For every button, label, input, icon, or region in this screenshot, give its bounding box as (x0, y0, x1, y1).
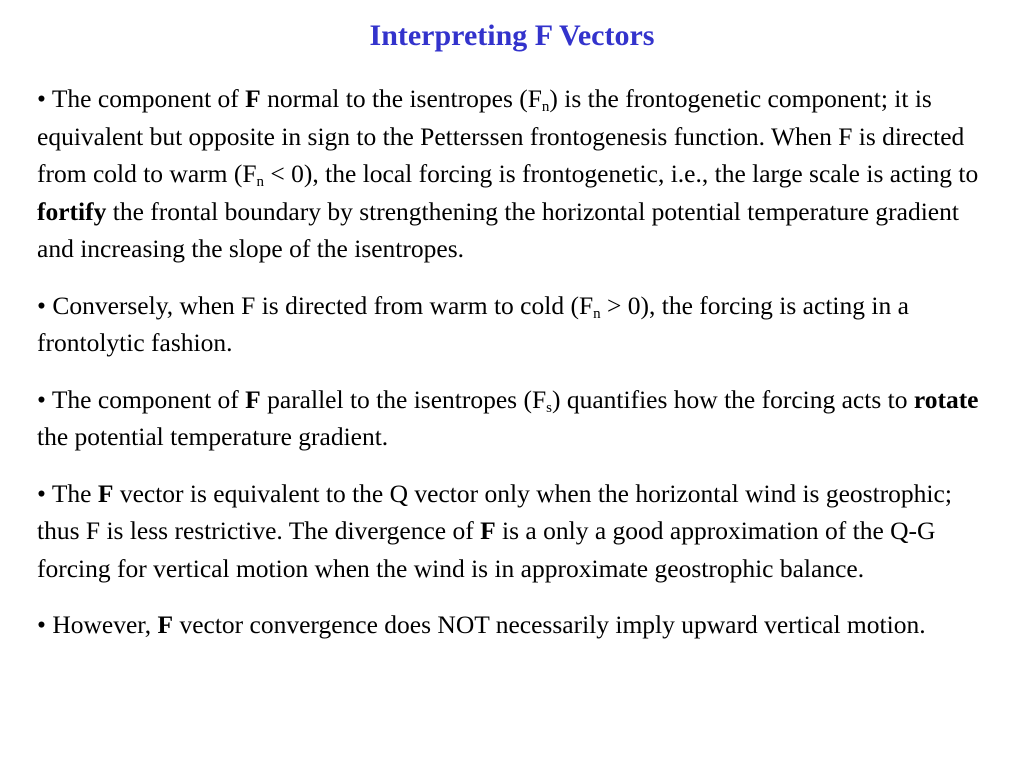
bullet-marker: • (37, 384, 46, 414)
text: the frontal boundary by strengthening the horizontal potential temperature gradient and increasing the slope of the isentropes. (37, 196, 959, 263)
text: < 0), the local forcing is frontogenetic, i.e., the large scale is acting to (264, 159, 979, 188)
text: vector convergence does NOT necessarily imply upward vertical motion. (173, 610, 926, 639)
slide-title: Interpreting F Vectors (369, 19, 655, 52)
text: The (45, 478, 98, 508)
text: parallel to the isentropes (F (260, 384, 547, 414)
bold-text: rotate (913, 384, 979, 414)
text: ) quantifies how the forcing acts to (551, 384, 914, 414)
text: However, (45, 610, 158, 639)
bullet-marker: • (37, 610, 46, 639)
text: Conversely, when F is directed from warm to cold (F (45, 290, 594, 320)
bullet-paragraph-4 (37, 475, 987, 588)
bold-text: F (245, 84, 261, 113)
text: > 0), the forcing is acting in a frontolytic fashion. (37, 290, 909, 357)
bullet-marker: • (37, 84, 46, 113)
text: vector is equivalent to the Q vector only when the horizontal wind is geostrophic; thus F is less restrictive. The divergence of (37, 478, 952, 545)
text: The component of (45, 384, 246, 414)
subscript: n (541, 99, 550, 115)
text: normal to the isentropes (F (260, 84, 542, 113)
bold-text: F (157, 610, 174, 639)
subscript: n (593, 305, 601, 322)
text: is a only a good approximation of the Q-G forcing for vertical motion when the wind is in approximate geostrophic balance. (37, 516, 936, 583)
bold-text: F (245, 384, 261, 414)
bullet-marker: • (37, 478, 46, 508)
text: The component of (45, 84, 246, 113)
text: the potential temperature gradient. (37, 422, 389, 451)
bullet-paragraph-1 (37, 80, 987, 268)
bullet-paragraph-5 (37, 606, 987, 644)
subscript: s (546, 399, 552, 416)
text: ) is the frontogenetic component; it is equivalent but opposite in sign to the Petterssen frontogenesis function. When F is directed from cold to warm (F (37, 84, 965, 188)
slide-body (37, 80, 987, 663)
bullet-marker: • (37, 290, 46, 320)
bullet-paragraph-2 (37, 287, 987, 362)
bold-text: F (97, 478, 114, 508)
bold-text: fortify (37, 196, 107, 226)
subscript: n (256, 174, 265, 190)
bullet-paragraph-3 (37, 381, 987, 456)
bold-text: F (480, 516, 496, 545)
